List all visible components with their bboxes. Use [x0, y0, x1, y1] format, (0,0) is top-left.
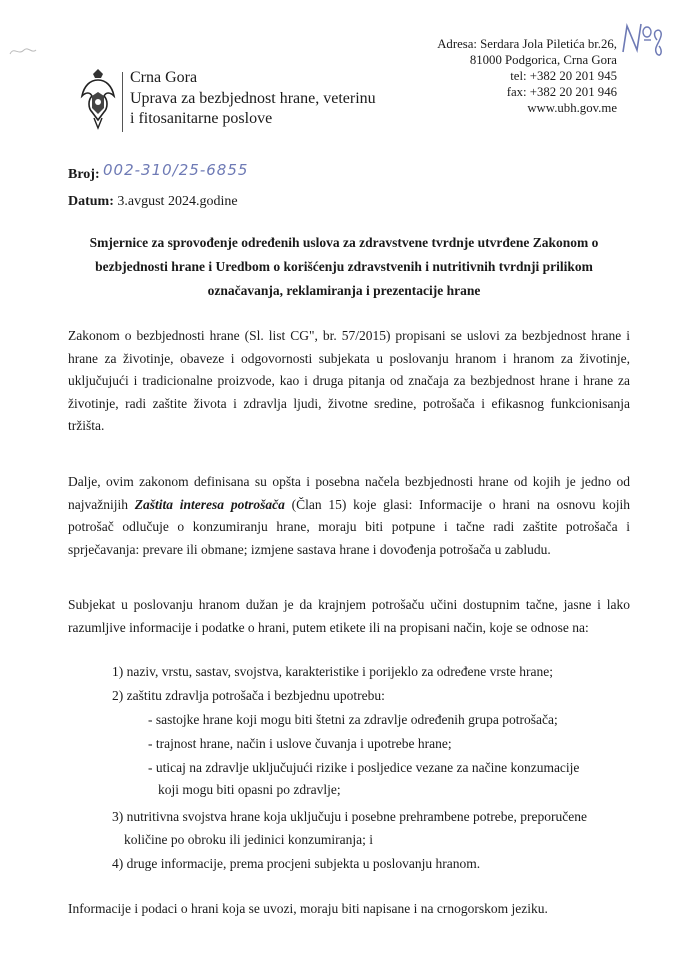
datum-value: 3.avgust 2024.godine [117, 194, 238, 209]
list-item-3-line-1: 3) nutritivna svojstva hrane koja uključuju i posebne prehrambene potrebe, preporučene [112, 809, 587, 824]
list-item-4: 4) druge informacije, prema procjeni subjekta u poslovanju hranom. [112, 856, 481, 871]
broj-value: 002-310/25-6855 [103, 161, 249, 179]
address-tel: tel: +382 20 201 945 [510, 69, 617, 83]
datum-label: Datum: [68, 194, 114, 209]
paragraph-2-after: (Član 15) koje glasi: Informacije o hrani na osnovu kojih potrošač odlučuje o konzumiranju hrane, moraju biti potpune i tačne radi zaštite potrošača i sprječavanja: prevare ili obmane; izmjene sastava hrane i dovođenja potrošača u zabludu. [68, 496, 630, 557]
broj-label: Broj: [68, 167, 100, 182]
title-line-1: Smjernice za sprovođenje određenih uslova za zdravstvene tvrdnje utvrđene Zakonom o [89, 235, 599, 250]
address-fax: fax: +382 20 201 946 [506, 85, 617, 99]
list-item-2: 2) zaštitu zdravlja potrošača i bezbjednu upotrebu: [112, 688, 385, 703]
datum-row [68, 194, 238, 210]
organization-name [130, 68, 376, 130]
list-item-1: 1) naziv, vrstu, sastav, svojstva, karakteristike i porijeklo za određene vrste hrane; [112, 664, 553, 679]
list-item-3-line-2: količine po obroku ili jedinici konzumiranja; i [124, 832, 373, 847]
document-title [60, 231, 628, 303]
address-web: www.ubh.gov.me [527, 101, 617, 115]
paragraph-2 [68, 471, 630, 561]
title-line-3: označavanja, reklamiranja i prezentacije hrane [207, 283, 481, 298]
list-subitem-3-line-2: koji mogu biti opasni po zdravlje; [158, 782, 341, 797]
address-street: Adresa: Serdara Jola Piletića br.26, [437, 37, 617, 51]
org-line-2: Uprava za bezbjednost hrane, veterinu [130, 89, 376, 107]
paragraph-1: Zakonom o bezbjednosti hrane (Sl. list CG", br. 57/2015) propisani se uslovi za bezbjednost hrane i hrane za životinje, obaveze i odgovornosti subjekata u poslovanju hranom i hranom za životinje, uključujući i tradicionalne proizvode, kao i druga pitanja od značaja za bezbjednost hrane i hrane za životinje, radi zaštite života i zdravlja ljudi, životne sredine, potrošača i efikasnog funkcionisanja tržišta. [68, 328, 630, 433]
paragraph-3: Subjekat u poslovanju hranom dužan je da krajnjem potrošaču učini dostupnim tačne, jasne i lako razumljive informacije i podatke o hrani, putem etikete ili na propisani način, koje se odnose na: [68, 597, 630, 635]
header-divider [122, 72, 123, 132]
title-line-2: bezbjednosti hrane i Uredbom o korišćenju zdravstvenih i nutritivnih tvrdnji prilikom [95, 259, 593, 274]
paragraph-4: Informacije i podaci o hrani koja se uvozi, moraju biti napisane i na crnogorskom jeziku. [68, 901, 548, 916]
handwritten-number-note [619, 20, 665, 60]
list-subitem-1: - sastojke hrane koji mogu biti štetni za zdravlje određenih grupa potrošača; [148, 712, 558, 727]
list-subitem-2: - trajnost hrane, način i uslove čuvanja i upotrebe hrane; [148, 736, 452, 751]
org-line-3: i fitosanitarne poslove [130, 110, 273, 127]
handwritten-note-text [8, 0, 9, 1]
coat-of-arms-icon [80, 68, 116, 130]
scribble-mark [8, 44, 38, 58]
list-subitem-3-line-1: - uticaj na zdravlje uključujući rizike i posljedice vezane za načine konzumacije [148, 760, 580, 775]
address-block [437, 36, 617, 116]
address-city: 81000 Podgorica, Crna Gora [469, 53, 617, 67]
org-country: Crna Gora [130, 69, 198, 86]
paragraph-2-before: Dalje, ovim zakonom definisana su opšta i posebna načela bezbjednosti hrane od kojih je jedno od najvažnijih [68, 474, 630, 512]
paragraph-2-emphasis: Zaštita interesa potrošača [134, 496, 285, 512]
